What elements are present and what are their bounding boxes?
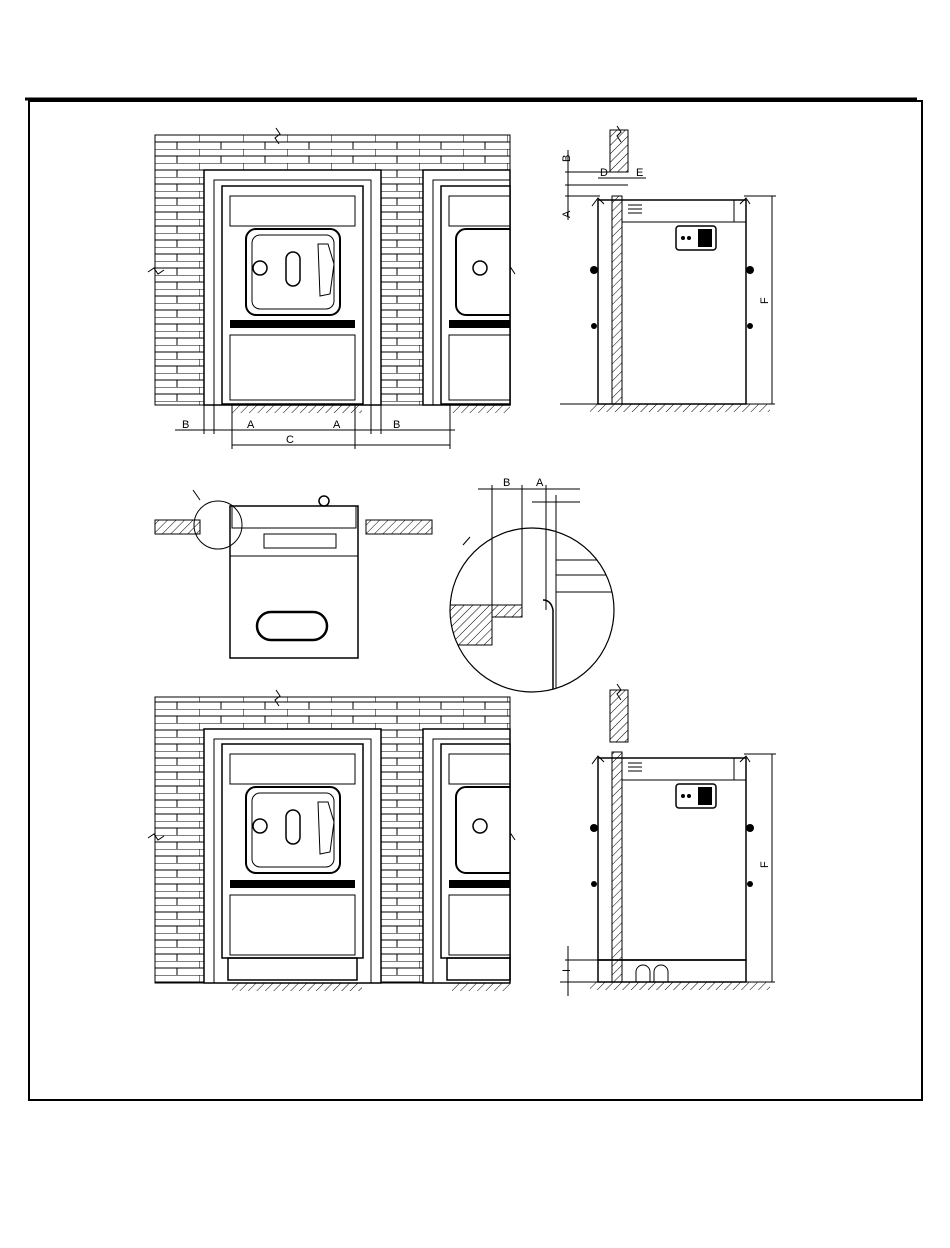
- dim-label-a: A: [247, 419, 255, 431]
- washer-front-right-raised-partial: [441, 744, 510, 980]
- wall-section: [610, 130, 628, 172]
- washer-front-left: [222, 186, 363, 404]
- floor-hatch: [452, 405, 510, 413]
- washer-front-left-raised: [222, 744, 363, 980]
- dim-label-b: B: [503, 477, 511, 489]
- front-view-bottom: [148, 690, 515, 991]
- door-handle-icon: [253, 819, 267, 833]
- dim-label-e: E: [636, 167, 644, 179]
- washer-front-right-partial: [441, 186, 510, 404]
- dim-label-b: B: [182, 419, 190, 431]
- side-view-top: [560, 126, 776, 412]
- floor-hatch: [590, 404, 770, 412]
- dim-label-b: B: [561, 154, 573, 162]
- front-view-top: [148, 128, 515, 449]
- base-cutout: [636, 965, 650, 982]
- base-cutout: [654, 965, 668, 982]
- dim-label-i: I: [561, 968, 573, 972]
- dim-label-d: D: [600, 167, 608, 179]
- door-handle-icon: [253, 261, 267, 275]
- dim-label-a: A: [333, 419, 341, 431]
- side-view-bottom: [560, 684, 776, 996]
- detail-view: [440, 477, 620, 700]
- floor-hatch: [232, 405, 362, 413]
- floor-hatch: [590, 982, 770, 990]
- dim-label-a: A: [561, 210, 573, 218]
- wall-section-right: [366, 520, 432, 534]
- dim-label-c: C: [286, 434, 294, 446]
- floor-hatch: [452, 983, 510, 991]
- drain-cap-icon: [319, 496, 329, 506]
- dim-label-f: F: [759, 861, 771, 868]
- dim-label-b: B: [393, 419, 401, 431]
- dim-label-a: A: [536, 477, 544, 489]
- plan-view: [155, 490, 432, 658]
- wall-section-left: [155, 520, 200, 534]
- floor-hatch: [232, 983, 362, 991]
- dim-label-f: F: [759, 297, 771, 304]
